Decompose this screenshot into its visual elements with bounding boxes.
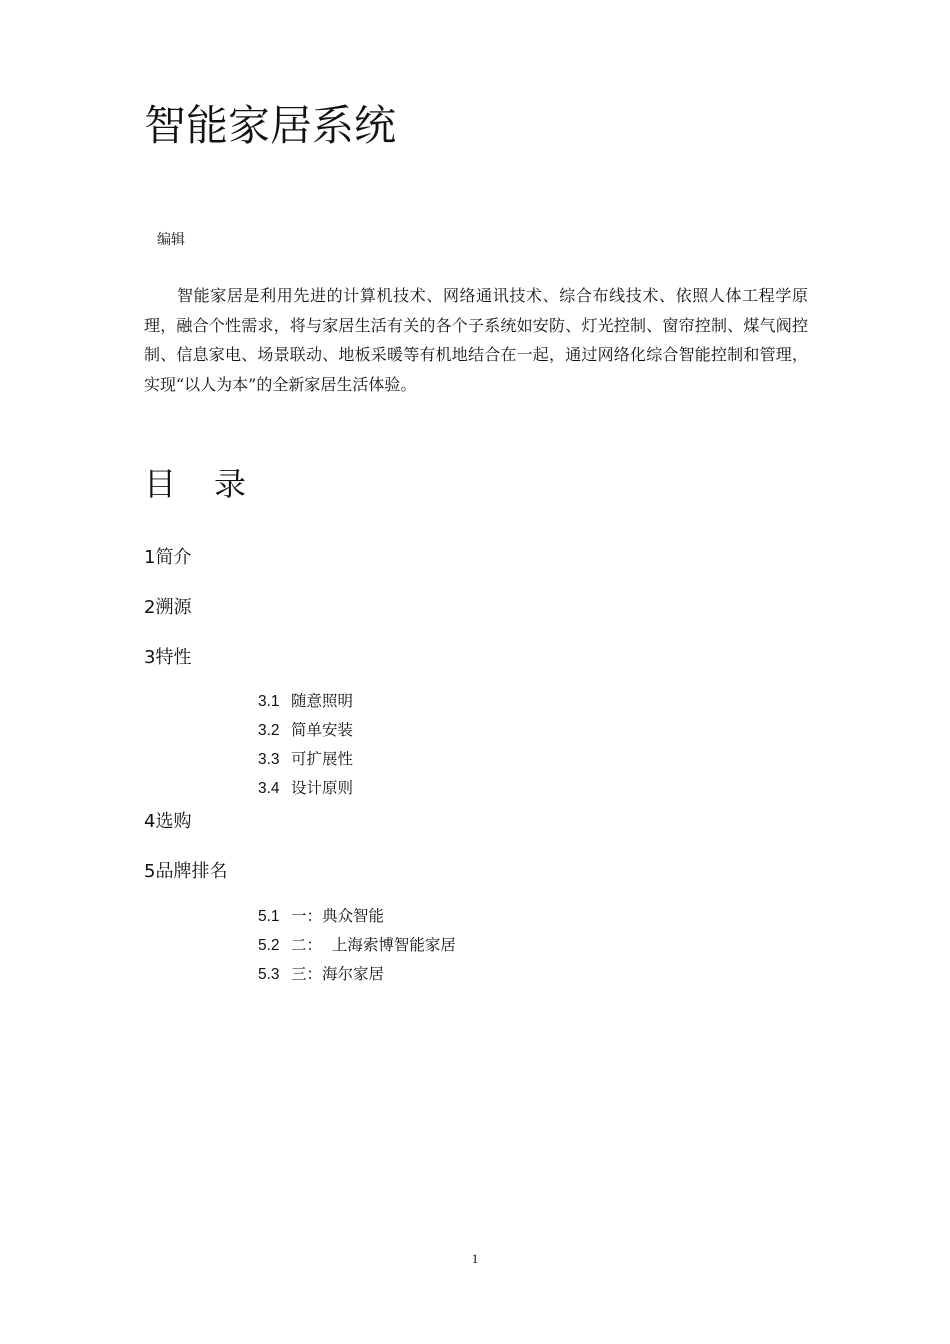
toc-subitem-number: 5.3 [258, 966, 280, 983]
edit-link[interactable]: 编辑 [157, 232, 185, 248]
toc-subitem-label: 二： 上海索博智能家居 [291, 936, 456, 954]
toc-subitem-number: 3.3 [258, 751, 280, 768]
toc-subitem-number: 5.1 [258, 908, 280, 925]
page-number: 1 [471, 1251, 479, 1266]
toc-subitem-number: 3.1 [258, 693, 280, 710]
toc-item-brand-ranking[interactable]: 5品牌排名 [144, 861, 228, 882]
toc-subitem-label: 设计原则 [291, 779, 354, 797]
toc-subitem[interactable] [258, 905, 384, 928]
toc-subitem-number: 3.2 [258, 722, 280, 739]
toc-item-buying[interactable]: 4选购 [144, 811, 192, 832]
toc-subitem[interactable] [258, 777, 353, 800]
toc-item-origin[interactable]: 2溯源 [144, 597, 192, 618]
document-title: 智能家居系统 [144, 101, 397, 150]
toc-subitem[interactable] [258, 719, 353, 742]
toc-subitem[interactable] [258, 963, 384, 986]
toc-heading: 目录 [144, 465, 285, 503]
toc-subitem-number: 5.2 [258, 937, 280, 954]
toc-subitem[interactable] [258, 690, 353, 713]
toc-item-intro[interactable]: 1简介 [144, 547, 192, 568]
toc-item-features[interactable]: 3特性 [144, 647, 192, 668]
toc-subitem-number: 3.4 [258, 780, 280, 797]
toc-subitem-label: 可扩展性 [291, 750, 354, 768]
toc-subitem-label: 随意照明 [291, 692, 354, 710]
toc-subitem-label: 简单安装 [291, 721, 354, 739]
toc-subitem[interactable] [258, 934, 456, 957]
intro-paragraph: 智能家居是利用先进的计算机技术、网络通讯技术、综合布线技术、依照人体工程学原理，融合个性需求，将与家居生活有关的各个子系统如安防、灯光控制、窗帘控制、煤气阀控制、信息家电、场景联动、地板采暖等有机地结合在一起，通过网络化综合智能控制和管理，实现“以人为本”的全新家居生活体验。 [144, 286, 808, 394]
toc-subitem-label: 一：典众智能 [291, 907, 385, 925]
toc-subitem-label: 三：海尔家居 [291, 965, 385, 983]
toc-subitem[interactable] [258, 748, 353, 771]
